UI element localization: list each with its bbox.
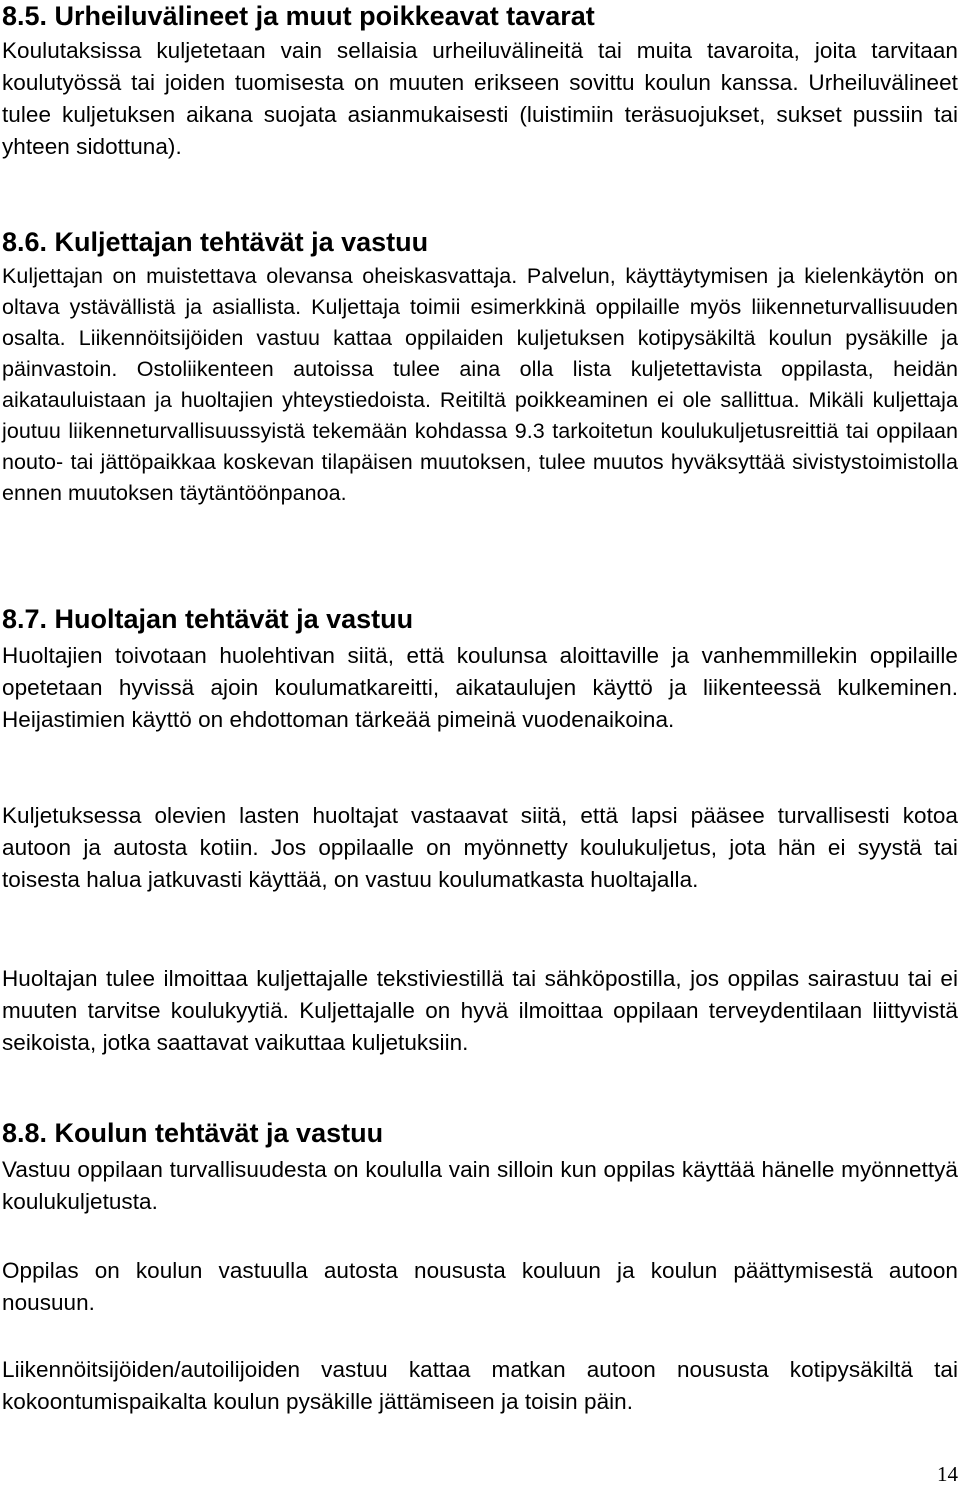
section-8-7-paragraph-3: Huoltajan tulee ilmoittaa kuljettajalle tekstiviestillä tai sähköpostilla, jos oppilas sairastuu tai ei muuten tarvitse koulukyytiä. Kuljettajalle on hyvä ilmoittaa oppilaan terveydentilaan liittyvistä seikoista, jotka saattavat vaikuttaa kuljetuksiin. [2, 966, 958, 1055]
section-8-6-paragraph-1: Kuljettajan on muistettava olevansa oheiskasvattaja. Palvelun, käyttäytymisen ja kielenkäytön on oltava ystävällistä ja asiallista. Kuljettaja toimii esimerkkinä oppilaille myös liikenneturvallisuuden osalta. Liikennöitsijöiden vastuu kattaa oppilaiden kuljetuksen kotipysäkiltä koulun pysäkille ja päinvastoin. Ostoliikenteen autoissa tulee aina olla lista kuljetettavista oppilasta, heidän aikatauluistaan ja huoltajien yhteystiedoista. Reitiltä poikkeaminen ei ole sallittua. Mikäli kuljettaja joutuu liikenneturvallisuussyistä tekemään kohdassa 9.3 tarkoitetun koulukuljetusreittiä tai oppilaan nouto- tai jättöpaikkaa koskevan tilapäisen muutoksen, tulee muutos hyväksyttää sivistystoimistolla ennen muutoksen täytäntöönpanoa. [2, 264, 958, 505]
section-8-7-paragraph-1: Huoltajien toivotaan huolehtivan siitä, että koulunsa aloittaville ja vanhemmillekin oppilaille opetetaan hyvissä ajoin koulumatkareitti, aikataulujen käyttö ja liikenteessä kulkeminen. Heijastimien käyttö on ehdottoman tärkeää pimeinä vuodenaikoina. [2, 643, 958, 732]
section-heading-8-8: 8.8. Koulun tehtävät ja vastuu [2, 1118, 384, 1148]
section-8-5-paragraph-1: Koulutaksissa kuljetetaan vain sellaisia urheiluvälineitä tai muita tavaroita, joita tarvitaan koulutyössä tai joiden tuomisesta on muuten erikseen sovittu koulun kanssa. Urheiluvälineet tulee kuljetuksen aikana suojata asianmukaisesti (luistimiin teräsuojukset, sukset pussiin tai yhteen sidottuna). [2, 38, 958, 159]
page-number: 14 [937, 1462, 958, 1486]
section-heading-8-7: 8.7. Huoltajan tehtävät ja vastuu [2, 604, 414, 634]
section-8-8-paragraph-1: Vastuu oppilaan turvallisuudesta on koululla vain silloin kun oppilas käyttää hänelle myönnettyä koulukuljetusta. [2, 1157, 958, 1214]
section-8-8-paragraph-3: Liikennöitsijöiden/autoilijoiden vastuu kattaa matkan autoon noususta kotipysäkiltä tai kokoontumispaikalta koulun pysäkille jättämiseen ja toisin päin. [2, 1357, 958, 1414]
section-heading-8-6: 8.6. Kuljettajan tehtävät ja vastuu [2, 227, 429, 257]
section-8-7-paragraph-2: Kuljetuksessa olevien lasten huoltajat vastaavat siitä, että lapsi pääsee turvallisesti kotoa autoon ja autosta kotiin. Jos oppilaalle on myönnetty koulukuljetus, jota hän ei syystä tai toisesta halua jatkuvasti käyttää, on vastuu koulumatkasta huoltajalla. [2, 803, 958, 892]
section-heading-8-5: 8.5. Urheiluvälineet ja muut poikkeavat tavarat [2, 1, 595, 31]
section-8-8-paragraph-2: Oppilas on koulun vastuulla autosta noususta kouluun ja koulun päättymisestä autoon nousuun. [2, 1258, 958, 1315]
